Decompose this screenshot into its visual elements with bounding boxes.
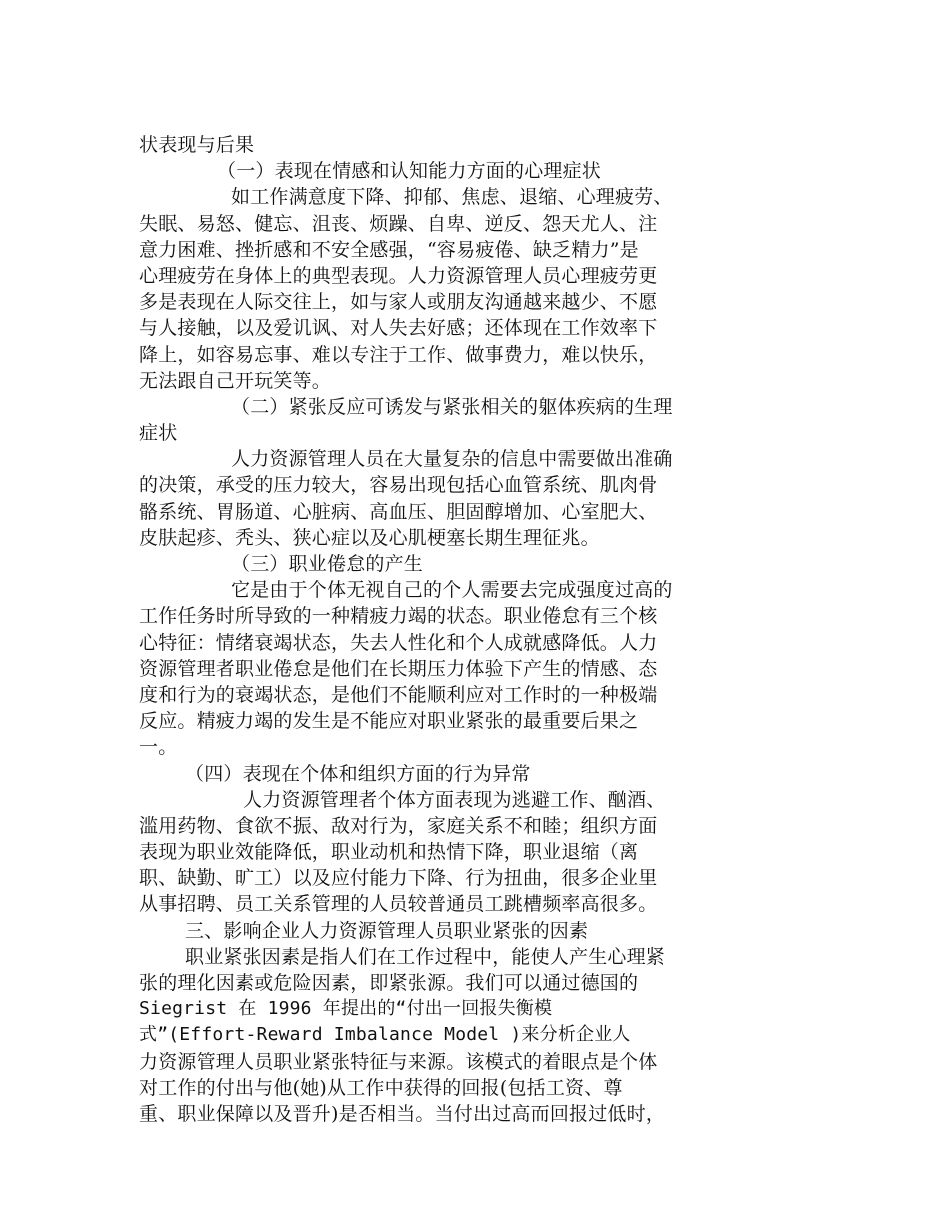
text-line: 骼系统、胃肠道、心脏病、高血压、胆固醇增加、心室肥大、 (139, 500, 658, 523)
text-line: 张的理化因素或危险因素，即紧张源。我们可以通过德国的 (139, 972, 639, 994)
text-line: 对工作的付出与他(她)从工作中获得的回报(包括工资、尊 (139, 1076, 623, 1099)
text-line: 心理疲劳在身体上的典型表现。人力资源管理人员心理疲劳更 (139, 264, 658, 287)
text-line: 如工作满意度下降、抑郁、焦虑、退缩、心理疲劳、 (231, 186, 673, 209)
text-line: 皮肤起疹、秃头、狭心症以及心肌梗塞长期生理征兆。 (139, 526, 600, 549)
text-line: （三）职业倦怠的产生 (231, 553, 424, 575)
text-line: （四）表现在个体和组织方面的行为异常 (185, 762, 531, 785)
text-line: （一）表现在情感和认知能力方面的心理症状 (217, 160, 602, 183)
text-line: 多是表现在人际交往上，如与家人或朋友沟通越来越少、不愿 (139, 291, 658, 314)
text-line: 反应。精疲力竭的发生是不能应对职业紧张的最重要后果之 (139, 710, 639, 733)
text-line: 症状 (139, 422, 178, 445)
text-line: 重、职业保障以及晋升)是否相当。当付出过高而回报过低时， (139, 1102, 666, 1125)
document-body (139, 132, 739, 1127)
text-line: 失眠、易怒、健忘、沮丧、烦躁、自卑、逆反、怨天尤人、注 (139, 212, 658, 235)
text-line: 力资源管理人员职业紧张特征与来源。该模式的着眼点是个体 (139, 1050, 658, 1073)
text-line: 状表现与后果 (139, 134, 255, 156)
text-line: 职业紧张因素是指人们在工作过程中，能使人产生心理紧 (185, 945, 666, 968)
text-line: 从事招聘、员工关系管理的人员较普通员工跳槽频率高很多。 (139, 893, 658, 916)
text-line: （二）紧张反应可诱发与紧张相关的躯体疾病的生理 (231, 395, 673, 418)
text-line: 度和行为的衰竭状态，是他们不能顺利应对工作时的一种极端 (139, 683, 658, 706)
text-line: 与人接触，以及爱讥讽、对人失去好感；还体现在工作效率下 (139, 317, 658, 340)
text-line: 一。 (139, 736, 178, 759)
text-line: 的决策，承受的压力较大，容易出现包括心血管系统、肌肉骨 (139, 474, 658, 497)
text-line: 无法跟自己开玩笑等。 (139, 369, 332, 392)
text-line: 三、影响企业人力资源管理人员职业紧张的因素 (185, 919, 589, 942)
text-line: 滥用药物、食欲不振、敌对行为，家庭关系不和睦；组织方面 (139, 814, 658, 837)
text-line: 式”(Effort-Reward Imbalance Model )来分析企业人 (139, 1024, 631, 1046)
text-line: 人力资源管理人员在大量复杂的信息中需要做出准确 (231, 448, 673, 471)
text-line: 人力资源管理者个体方面表现为逃避工作、酗酒、 (243, 788, 666, 811)
text-line: 降上，如容易忘事、难以专注于工作、做事费力，难以快乐， (139, 343, 658, 366)
text-line: 资源管理者职业倦怠是他们在长期压力体验下产生的情感、态 (139, 657, 658, 680)
text-line: 意力困难、挫折感和不安全感强，“容易疲倦、缺乏精力”是 (139, 238, 639, 261)
text-line: 表现为职业效能降低，职业动机和热情下降，职业退缩（离 (139, 841, 639, 864)
text-line: 心特征：情绪衰竭状态，失去人性化和个人成就感降低。人力 (139, 631, 658, 654)
text-line: Siegrist 在 1996 年提出的“付出一回报失衡模 (139, 998, 553, 1020)
text-line: 职、缺勤、旷工）以及应付能力下降、行为扭曲，很多企业里 (139, 867, 658, 890)
text-line: 它是由于个体无视自己的个人需要去完成强度过高的 (231, 579, 673, 602)
text-line: 工作任务时所导致的一种精疲力竭的状态。职业倦怠有三个核 (139, 605, 658, 628)
